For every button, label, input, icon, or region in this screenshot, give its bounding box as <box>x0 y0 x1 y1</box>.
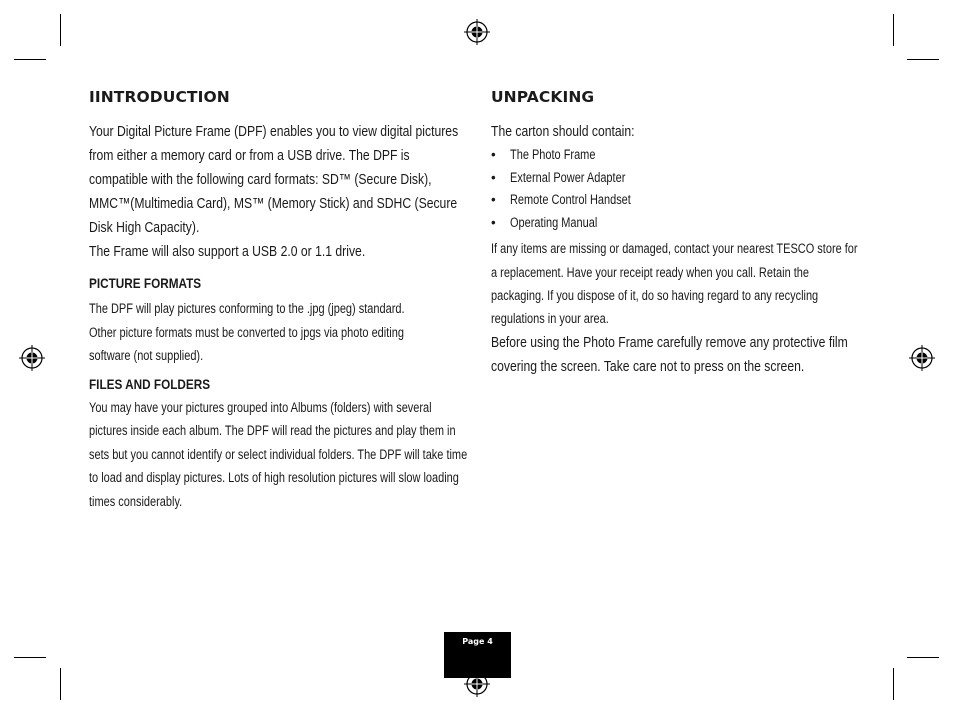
bullet: • <box>491 214 496 230</box>
left-column <box>89 86 469 513</box>
bullet: • <box>491 169 496 185</box>
introduction-paragraph: Your Digital Picture Frame (DPF) enables you to view digital pictures from either a memory card or from a USB drive. The DPF is compatible with the following card formats: SD™ (Secure Disk), MMC™(Multimedia Card), MS™ (Memory Stick) and SDHC (Secure Disk High Capacity). <box>89 124 459 236</box>
registration-mark-left-icon <box>19 345 45 371</box>
list-item <box>491 144 871 167</box>
picture-formats-heading: PICTURE FORMATS <box>89 275 202 291</box>
crop-mark-bottom-right-h <box>907 657 939 658</box>
list-item-text: Remote Control Handset <box>510 192 631 208</box>
list-item <box>491 212 871 235</box>
crop-mark-top-right-v <box>893 14 894 46</box>
crop-mark-top-left-h <box>14 59 46 60</box>
introduction-heading: IINTRODUCTION <box>89 88 230 106</box>
list-item <box>491 167 871 190</box>
usb-support-line: The Frame will also support a USB 2.0 or 1.1 drive. <box>89 244 366 260</box>
crop-mark-top-left-v <box>60 14 61 46</box>
missing-items-note: If any items are missing or damaged, contact your nearest TESCO store for a replacement. Have your receipt ready when you call. Retain the packaging. If you dispose of it, do so having regard to any recycling regulations in your area. <box>491 241 858 326</box>
page-number-box <box>444 632 511 678</box>
bullet: • <box>491 192 496 208</box>
picture-formats-line-2: Other picture formats must be converted to jpgs via photo editing software (not supplied). <box>89 324 404 363</box>
list-item-text: Operating Manual <box>510 214 598 230</box>
crop-mark-bottom-right-v <box>893 668 894 700</box>
bullet: • <box>491 147 496 162</box>
list-item <box>491 189 871 212</box>
registration-mark-top-icon <box>464 19 490 45</box>
files-folders-heading: FILES AND FOLDERS <box>89 375 211 392</box>
crop-mark-bottom-left-v <box>60 668 61 700</box>
crop-mark-bottom-left-h <box>14 657 46 658</box>
carton-contents-lead: The carton should contain: <box>491 124 635 140</box>
page-number: Page 4 <box>462 637 493 646</box>
carton-contents-list <box>491 144 871 234</box>
files-folders-text: You may have your pictures grouped into Albums (folders) with several pictures inside each album. The DPF will read the pictures and play them in sets but you cannot identify or select individual folders. The DPF will take time to load and display pictures. Lots of high resolution pictures will slow loading times considerably. <box>89 399 468 509</box>
picture-formats-line-1: The DPF will play pictures conforming to the .jpg (jpeg) standard. <box>89 301 405 316</box>
right-column <box>491 86 871 379</box>
crop-mark-top-right-h <box>907 59 939 60</box>
unpacking-heading: UNPACKING <box>491 88 595 106</box>
registration-mark-right-icon <box>909 345 935 371</box>
list-item-text: The Photo Frame <box>510 147 596 162</box>
screen-film-warning: Before using the Photo Frame carefully remove any protective film covering the screen. Take care not to press on the screen. <box>491 335 848 375</box>
list-item-text: External Power Adapter <box>510 169 626 185</box>
